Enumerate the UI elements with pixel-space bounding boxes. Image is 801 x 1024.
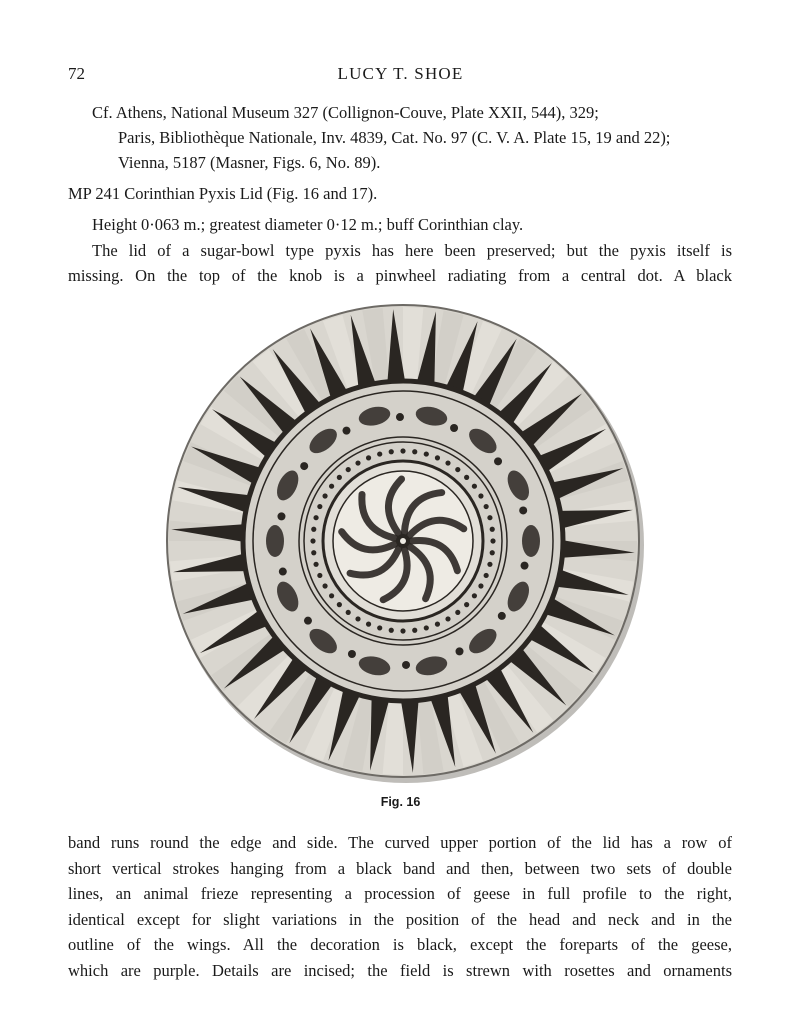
dot-ornament xyxy=(490,550,495,555)
reference-list xyxy=(68,100,734,175)
rosette xyxy=(342,427,350,435)
rosette xyxy=(348,650,356,658)
dot-ornament xyxy=(389,628,394,633)
dot-ornament xyxy=(445,616,450,621)
dot-ornament xyxy=(311,550,316,555)
dot-ornament xyxy=(424,625,429,630)
rosette xyxy=(498,612,506,620)
dot-ornament xyxy=(435,622,440,627)
dot-ornament xyxy=(322,493,327,498)
dot-ornament xyxy=(317,573,322,578)
rosette xyxy=(519,506,527,514)
dot-ornament xyxy=(317,504,322,509)
figure-pyxis-lid xyxy=(160,294,644,784)
dot-ornament xyxy=(400,448,405,453)
dot-ornament xyxy=(355,460,360,465)
running-head: LUCY T. SHOE xyxy=(337,64,464,83)
dot-ornament xyxy=(366,622,371,627)
dot-ornament xyxy=(487,515,492,520)
goose-figure xyxy=(522,525,540,557)
reference-line: Paris, Bibliothèque Nationale, Inv. 4839, Cat. No. 97 (C. V. A. Plate 15, 19 and 22); xyxy=(118,128,671,147)
rosette xyxy=(304,617,312,625)
dot-ornament xyxy=(478,493,483,498)
paragraph-line: short vertical strokes hanging from a black band and then, between two sets of double xyxy=(68,858,732,878)
paragraph-line: lines, an animal frieze representing a procession of geese in full profile to the right, xyxy=(68,884,732,903)
reference-line: Vienna, 5187 (Masner, Figs. 6, No. 89). xyxy=(118,153,381,172)
dot-ornament xyxy=(313,562,318,567)
dot-ornament xyxy=(472,484,477,489)
dot-ornament xyxy=(412,449,417,454)
dot-ornament xyxy=(464,475,469,480)
dot-ornament xyxy=(490,538,495,543)
dot-ornament xyxy=(400,628,405,633)
dot-ornament xyxy=(455,610,460,615)
rosette xyxy=(450,424,458,432)
dot-ornament xyxy=(484,504,489,509)
paragraph-line: band runs round the edge and side. The curved upper portion of the lid has a row of xyxy=(68,833,732,852)
dot-ornament xyxy=(311,527,316,532)
rosette xyxy=(277,512,285,520)
dot-ornament xyxy=(478,583,483,588)
dot-ornament xyxy=(490,527,495,532)
goose-figure xyxy=(266,525,284,557)
paragraph-line: outline of the wings. All the decoration is black, except the foreparts of the geese, xyxy=(68,935,732,954)
central-dot-highlight xyxy=(400,538,406,544)
dot-ornament xyxy=(487,562,492,567)
dot-ornament xyxy=(337,602,342,607)
dot-ornament xyxy=(424,451,429,456)
dot-ornament xyxy=(346,467,351,472)
dot-ornament xyxy=(484,573,489,578)
paragraph-line: The lid of a sugar-bowl type pyxis has here been preserved; but the pyxis itself is xyxy=(92,240,732,260)
paragraph-line: missing. On the top of the knob is a pinwheel radiating from a central dot. A black xyxy=(68,266,732,285)
dot-ornament xyxy=(389,449,394,454)
dot-ornament xyxy=(445,460,450,465)
pyxis-lid-photograph xyxy=(160,294,644,784)
rosette xyxy=(456,647,464,655)
rosette xyxy=(521,562,529,570)
dot-ornament xyxy=(329,484,334,489)
reference-line: Cf. Athens, National Museum 327 (Collignon-Couve, Plate XXII, 544), 329; xyxy=(92,103,599,122)
rosette xyxy=(494,457,502,465)
dot-ornament xyxy=(464,602,469,607)
dot-ornament xyxy=(310,538,315,543)
figure-caption: Fig. 16 xyxy=(380,795,421,809)
dot-ornament xyxy=(455,467,460,472)
dot-ornament xyxy=(313,515,318,520)
dot-ornament xyxy=(355,616,360,621)
entry-heading: MP 241 Corinthian Pyxis Lid (Fig. 16 and 17). xyxy=(68,184,378,203)
page-number: 72 xyxy=(68,64,85,83)
dot-ornament xyxy=(366,455,371,460)
entry-continuation xyxy=(68,830,732,983)
dot-ornament xyxy=(377,625,382,630)
paragraph-line: identical except for slight variations in the position of the head and neck and in the xyxy=(68,909,732,929)
entry-description xyxy=(68,212,732,289)
rosette xyxy=(402,661,410,669)
dot-ornament xyxy=(377,451,382,456)
dot-ornament xyxy=(337,475,342,480)
paragraph-line: which are purple. Details are incised; the field is strewn with rosettes and ornaments xyxy=(68,960,732,980)
dot-ornament xyxy=(322,583,327,588)
dot-ornament xyxy=(346,610,351,615)
dot-ornament xyxy=(472,593,477,598)
rosette xyxy=(279,568,287,576)
dot-ornament xyxy=(329,593,334,598)
dot-ornament xyxy=(412,628,417,633)
rosette xyxy=(300,462,308,470)
dot-ornament xyxy=(435,455,440,460)
dimensions-line: Height 0·063 m.; greatest diameter 0·12 m.; buff Corinthian clay. xyxy=(92,215,524,234)
rosette xyxy=(396,413,404,421)
